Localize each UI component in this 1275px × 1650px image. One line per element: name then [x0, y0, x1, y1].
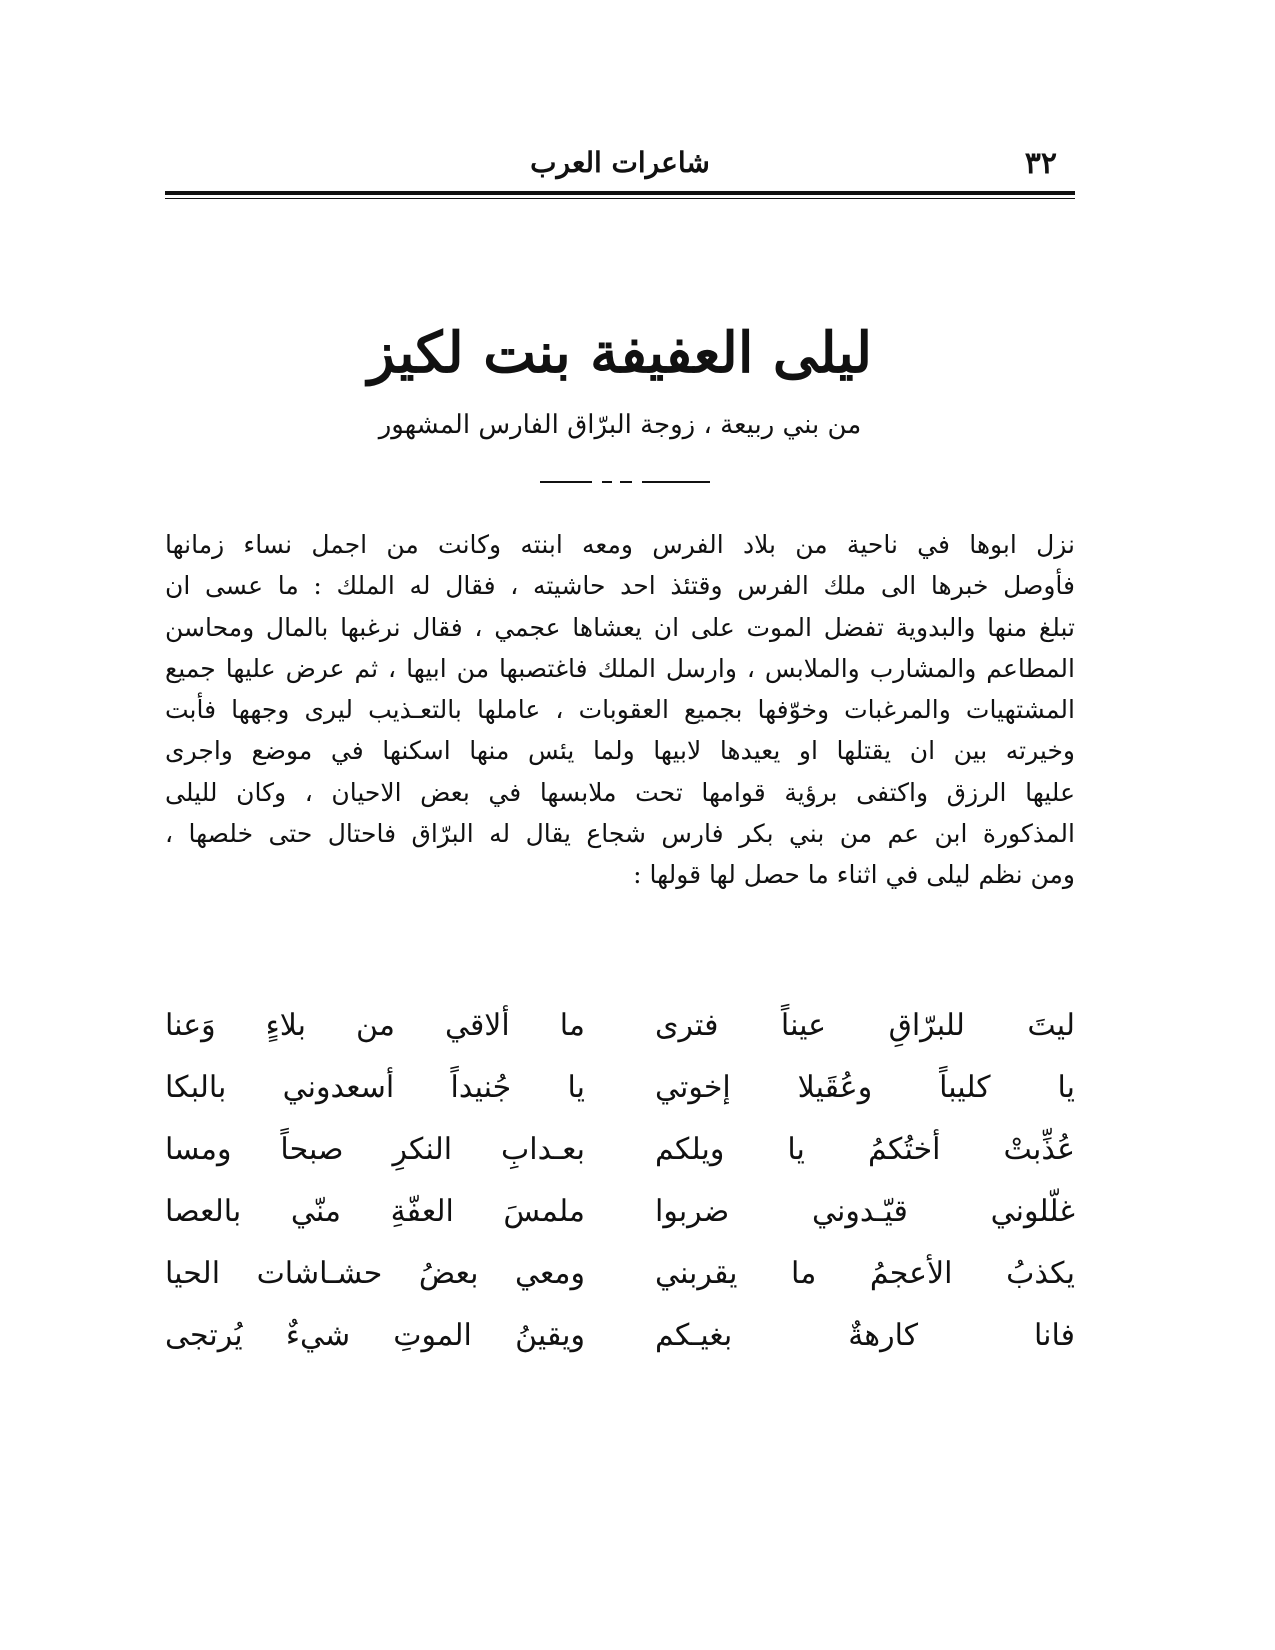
poem-verse [165, 1318, 1075, 1380]
prose-line: عليها الرزق واكتفى برؤية قوامها تحت ملابسها في بعض الاحيان ، وكان لليلى [165, 777, 1075, 807]
poem [165, 1008, 1075, 1380]
second-hemistich: يا جُنيداً أسعدوني بالبكا [165, 1070, 585, 1105]
second-hemistich: ويقينُ الموتِ شيءٌ يُرتجى [165, 1318, 585, 1353]
prose-line: المذكورة ابن عم من بني بكر فارس شجاع يقال له البرّاق فاحتال حتى خلصها ، [165, 819, 1075, 849]
first-hemistich: عُذِّبتْ أختُكمُ يا ويلكم [655, 1132, 1075, 1167]
first-hemistich: يكذبُ الأعجمُ ما يقربني [655, 1256, 1075, 1291]
second-hemistich: بعـدابِ النكرِ صبحاً ومسا [165, 1132, 585, 1167]
prose-line: نزل ابوها في ناحية من بلاد الفرس ومعه ابنته وكانت من اجمل نساء زمانها [165, 530, 1075, 559]
prose-line: وخيرته بين ان يقتلها او يعيدها لابيها ولما يئس منها اسكنها في موضع واجرى [165, 736, 1075, 766]
poem-verse [165, 1194, 1075, 1256]
biography-paragraph [165, 524, 1075, 896]
prose-line: تبلغ منها والبدوية تفضل الموت على ان يعشاها عجمي ، فقال نرغبها بالمال ومحاسن [165, 612, 1075, 642]
first-hemistich: فانا كارهةٌ بغيـكم [655, 1318, 1075, 1353]
poem-verse [165, 1008, 1075, 1070]
first-hemistich: غلّلوني قيّـدوني ضربوا [655, 1194, 1075, 1229]
header-rule [165, 191, 1075, 195]
poem-verse [165, 1256, 1075, 1318]
prose-line: المشتهيات والمرغبات وخوّفها بجميع العقوبات ، عاملها بالتعـذيب ليرى وجهها فأبت [165, 695, 1075, 725]
header-rule-thin [165, 198, 1075, 199]
chapter-subtitle: من بني ربيعة ، زوجة البرّاق الفارس المشهور [378, 410, 862, 440]
prose-line: ومن نظم ليلى في اثناء ما حصل لها قولها : [633, 860, 1075, 890]
first-hemistich: يا كليباً وعُقَيلا إخوتي [655, 1070, 1075, 1105]
prose-line: المطاعم والمشارب والملابس ، وارسل الملك فاغتصبها من ابيها ، ثم عرض عليها جميع [165, 653, 1075, 683]
prose-line: فأوصل خبرها الى ملك الفرس وقتئذ احد حاشيته ، فقال له الملك : ما عسى ان [165, 571, 1075, 601]
chapter-title: ليلى العفيفة بنت لكيز [367, 320, 873, 386]
running-book-title: شاعرات العرب [530, 146, 710, 179]
ornament-divider [540, 478, 710, 486]
running-header [165, 138, 1075, 190]
second-hemistich: ملمسَ العفّةِ منّي بالعصا [165, 1194, 585, 1229]
poem-verse [165, 1070, 1075, 1132]
page-number: ٣٢ [1024, 146, 1057, 181]
second-hemistich: ما ألاقي من بلاءٍ وَعنا [165, 1008, 585, 1043]
second-hemistich: ومعي بعضُ حشـاشات الحيا [165, 1256, 585, 1291]
first-hemistich: ليتَ للبرّاقِ عيناً فترى [655, 1008, 1075, 1043]
poem-verse [165, 1132, 1075, 1194]
